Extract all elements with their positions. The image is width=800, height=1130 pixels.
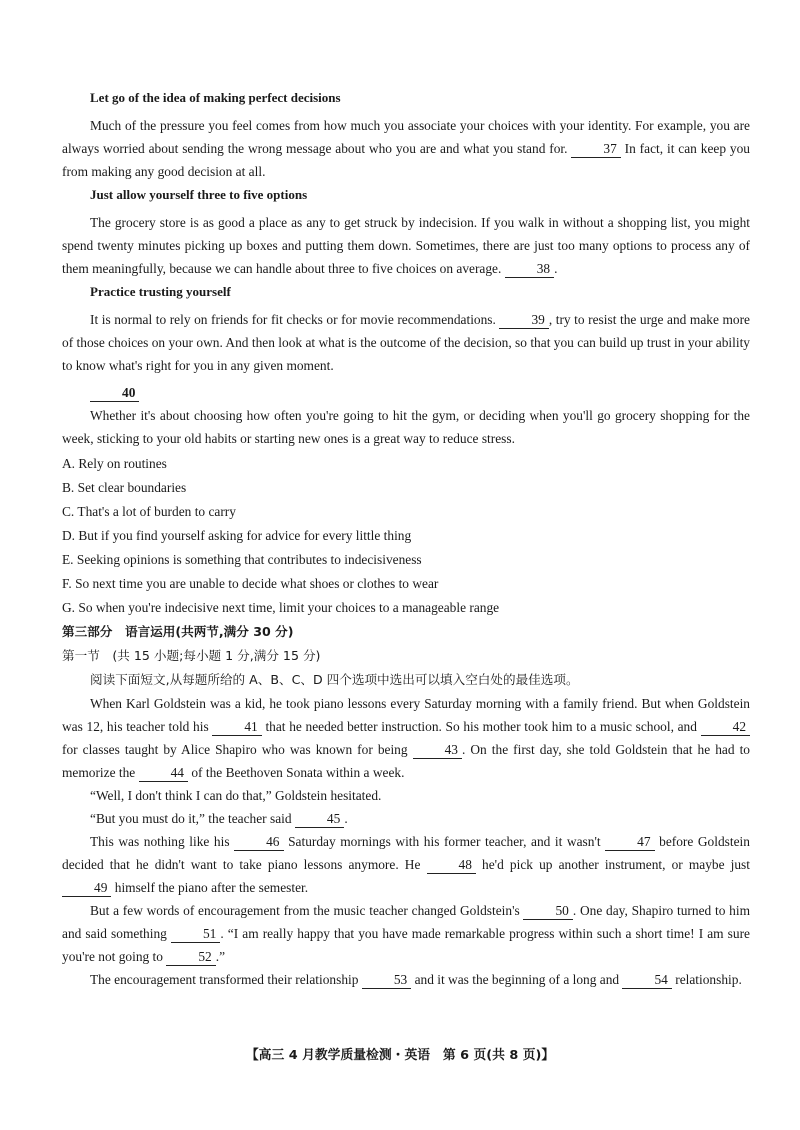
option-e: E. Seeking opinions is something that contributes to indecisiveness xyxy=(62,552,422,567)
section-heading-perfect-decisions: Let go of the idea of making perfect decisions xyxy=(90,90,341,105)
blank-40[interactable]: 40 xyxy=(90,385,139,402)
passage-paragraph-2: “Well, I don't think I can do that,” Goldstein hesitated. xyxy=(90,788,382,803)
option-f: F. So next time you are unable to decide what shoes or clothes to wear xyxy=(62,576,439,591)
paragraph-text: Whether it's about choosing how often you're going to hit the gym, or deciding when you'll go grocery shopping for the week, sticking to your old habits or starting new ones is a great way to reduce stress. xyxy=(62,408,750,446)
passage-paragraph-5 xyxy=(62,899,750,968)
exam-page xyxy=(62,88,750,991)
blank-38[interactable]: 38 xyxy=(505,261,554,278)
passage-text: of the Beethoven Sonata within a week. xyxy=(191,765,405,780)
passage-text: that he needed better instruction. So his mother took him to a music school, and xyxy=(265,719,697,734)
blank-45[interactable]: 45 xyxy=(295,811,344,828)
paragraph-text: It is normal to rely on friends for fit checks or for movie recommendations. xyxy=(90,312,496,327)
blank-46[interactable]: 46 xyxy=(234,834,283,851)
passage-text: The encouragement transformed their relationship xyxy=(90,972,359,987)
blank-51[interactable]: 51 xyxy=(171,926,220,943)
paragraph-perfect-decisions xyxy=(62,114,750,183)
paragraph-three-to-five xyxy=(62,211,750,280)
paragraph-routines xyxy=(62,404,750,450)
passage-text: . One day, Shapiro turned to him and said something xyxy=(62,903,750,941)
section-heading-trusting-yourself: Practice trusting yourself xyxy=(90,284,231,299)
paragraph-text: Much of the pressure you feel comes from how much you associate your choices with your identity. For example, you are always worried about sending the wrong message about who you are and what you stand for. xyxy=(62,118,750,156)
paragraph-trusting-yourself xyxy=(62,308,750,377)
paragraph-text: , try to resist the urge and make more of those choices on your own. And then look at what is the outcome of the decision, so that you can build up trust in your ability to know what's right for you in any given moment. xyxy=(62,312,750,373)
option-a: A. Rely on routines xyxy=(62,456,167,471)
passage-paragraph-1 xyxy=(62,692,750,784)
passage-text: for classes taught by Alice Shapiro who was known for being xyxy=(62,742,408,757)
blank-47[interactable]: 47 xyxy=(605,834,654,851)
period: . xyxy=(554,261,558,276)
passage-text: “But you must do it,” the teacher said xyxy=(90,811,292,826)
passage-paragraph-3 xyxy=(62,807,750,830)
passage-text: But a few words of encouragement from the music teacher changed Goldstein's xyxy=(90,903,520,918)
paragraph-blank-40-line xyxy=(62,381,750,404)
passage-text: . On the first day, she told Goldstein that he had to memorize the xyxy=(62,742,750,780)
blank-41[interactable]: 41 xyxy=(212,719,261,736)
blank-43[interactable]: 43 xyxy=(413,742,462,759)
passage-text: . xyxy=(344,811,348,826)
option-b: B. Set clear boundaries xyxy=(62,480,187,495)
passage-text: before Goldstein decided that he didn't want to take piano lessons anymore. He xyxy=(62,834,750,872)
blank-50[interactable]: 50 xyxy=(523,903,572,920)
paragraph-text: The grocery store is as good a place as any to get struck by indecision. If you walk in without a shopping list, you might spend twenty minutes picking up boxes and putting them down. Sometimes, there are just too many options to process any of them meaningfully, because we can handle about three to five choices on average. xyxy=(62,215,750,276)
instruction-text: 阅读下面短文,从每题所给的 A、B、C、D 四个选项中选出可以填入空白处的最佳选项。 xyxy=(90,672,579,687)
option-c: C. That's a lot of burden to carry xyxy=(62,504,236,519)
blank-52[interactable]: 52 xyxy=(166,949,215,966)
blank-49[interactable]: 49 xyxy=(62,880,111,897)
option-g: G. So when you're indecisive next time, limit your choices to a manageable range xyxy=(62,600,500,615)
blank-54[interactable]: 54 xyxy=(622,972,671,989)
passage-text: .” xyxy=(215,949,226,964)
passage-text: Saturday mornings with his former teacher, and it wasn't xyxy=(288,834,601,849)
passage-text: . “I am really happy that you have made remarkable progress within such a short time! I am sure you're not going to xyxy=(62,926,750,964)
paragraph-text: In fact, it can keep you from making any good decision at all. xyxy=(62,141,750,179)
passage-text: and it was the beginning of a long and xyxy=(414,972,620,987)
blank-44[interactable]: 44 xyxy=(139,765,188,782)
blank-37[interactable]: 37 xyxy=(571,141,620,158)
part-title: 第三部分 语言运用(共两节,满分 30 分) xyxy=(62,624,294,639)
passage-text: he'd pick up another instrument, or maybe just xyxy=(482,857,750,872)
passage-text: himself the piano after the semester. xyxy=(114,880,309,895)
passage-text: When Karl Goldstein was a kid, he took piano lessons every Saturday morning with a family friend. But when Goldstein was 12, his teacher told his xyxy=(62,696,750,734)
blank-53[interactable]: 53 xyxy=(362,972,411,989)
option-d: D. But if you find yourself asking for advice for every little thing xyxy=(62,528,412,543)
blank-39[interactable]: 39 xyxy=(499,312,548,329)
passage-paragraph-6 xyxy=(62,968,750,991)
page-footer: 【高三 4 月教学质量检测・英语 第 6 页(共 8 页)】 xyxy=(245,1048,555,1063)
blank-48[interactable]: 48 xyxy=(427,857,476,874)
section-heading-three-to-five: Just allow yourself three to five options xyxy=(90,187,308,202)
options-list xyxy=(62,452,750,620)
passage-text: This was nothing like his xyxy=(90,834,230,849)
passage-paragraph-4 xyxy=(62,830,750,899)
blank-42[interactable]: 42 xyxy=(701,719,750,736)
passage-text: relationship. xyxy=(675,972,742,987)
section-subtitle: 第一节 (共 15 小题;每小题 1 分,满分 15 分) xyxy=(62,648,321,663)
